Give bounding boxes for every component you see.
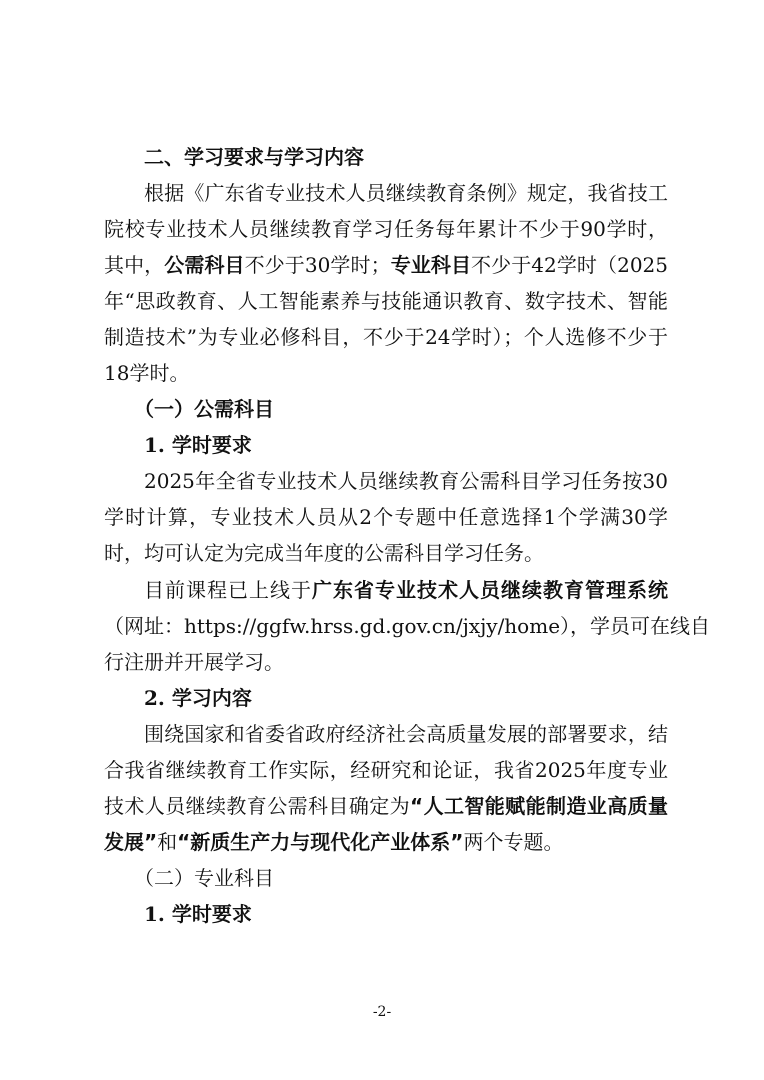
intro-line-5: 制造技术”为专业必修科目，不少于24学时）；个人选修不少于 (104, 325, 668, 349)
intro-line-6: 18学时。 (104, 361, 190, 385)
sub1-p2-line-2: （网址：https://ggfw.hrss.gd.gov.cn/jxjy/home），学员可在线自 (104, 614, 711, 638)
sub1-p1-line-3: 时，均可认定为完成当年度的公需科目学习任务。 (104, 541, 544, 565)
sub1-p2-line-1-a: 目前课程已上线于 (144, 578, 312, 602)
sub1-p1-line-1: 2025年全省专业技术人员继续教育公需科目学习任务按30 (144, 469, 668, 493)
sub1-p3-line-3 (104, 792, 668, 820)
page-number: -2- (372, 1004, 392, 1020)
intro-line-3 (104, 251, 668, 279)
sub1-p3-line-4-and: 和 (157, 830, 178, 854)
sub1-p3-line-2: 合我省继续教育工作实际，经研究和论证，我省2025年度专业 (104, 758, 668, 782)
sub2-item1-heading: 1. 学时要求 (144, 902, 252, 926)
intro-line-4: 年“思政教育、人工智能素养与技能通识教育、数字技术、智能 (104, 289, 668, 313)
sub1-p2-line-1 (144, 576, 668, 604)
sub1-heading: （一）公需科目 (134, 397, 274, 421)
intro-line-1: 根据《广东省专业技术人员继续教育条例》规定，我省技工 (144, 181, 668, 205)
professional-subject-emphasis: 专业科目 (390, 253, 472, 277)
intro-line-3-a: 其中， (104, 253, 165, 277)
sub1-item2-heading: 2. 学习内容 (144, 686, 252, 710)
intro-line-3-e: 不少于42学时（2025 (471, 253, 669, 277)
sub2-heading: （二）专业科目 (134, 866, 274, 890)
sub1-p3-line-3-a: 技术人员继续教育公需科目确定为 (104, 794, 411, 818)
section-heading: 二、学习要求与学习内容 (144, 145, 364, 169)
sub1-p2-line-3: 行注册并开展学习。 (104, 650, 284, 674)
system-name-emphasis: 广东省专业技术人员继续教育管理系统 (312, 578, 668, 602)
topic-1-emphasis-end: 发展” (104, 830, 158, 854)
sub1-item1-heading: 1. 学时要求 (144, 433, 252, 457)
sub1-p3-line-4-end: 两个专题。 (463, 830, 564, 854)
sub1-p1-line-2: 学时计算，专业技术人员从2个专题中任意选择1个学满30学 (104, 505, 668, 529)
topic-2-emphasis: “新质生产力与现代化产业体系” (177, 830, 464, 854)
topic-1-emphasis-start: “人工智能赋能制造业高质量 (410, 794, 668, 818)
public-subject-emphasis: 公需科目 (164, 253, 245, 277)
sub1-p3-line-1: 围绕国家和省委省政府经济社会高质量发展的部署要求，结 (144, 722, 668, 746)
intro-line-3-c: 不少于30学时； (244, 253, 391, 277)
intro-line-2: 院校专业技术人员继续教育学习任务每年累计不少于90学时， (104, 217, 668, 241)
sub1-p3-line-4 (104, 828, 668, 856)
